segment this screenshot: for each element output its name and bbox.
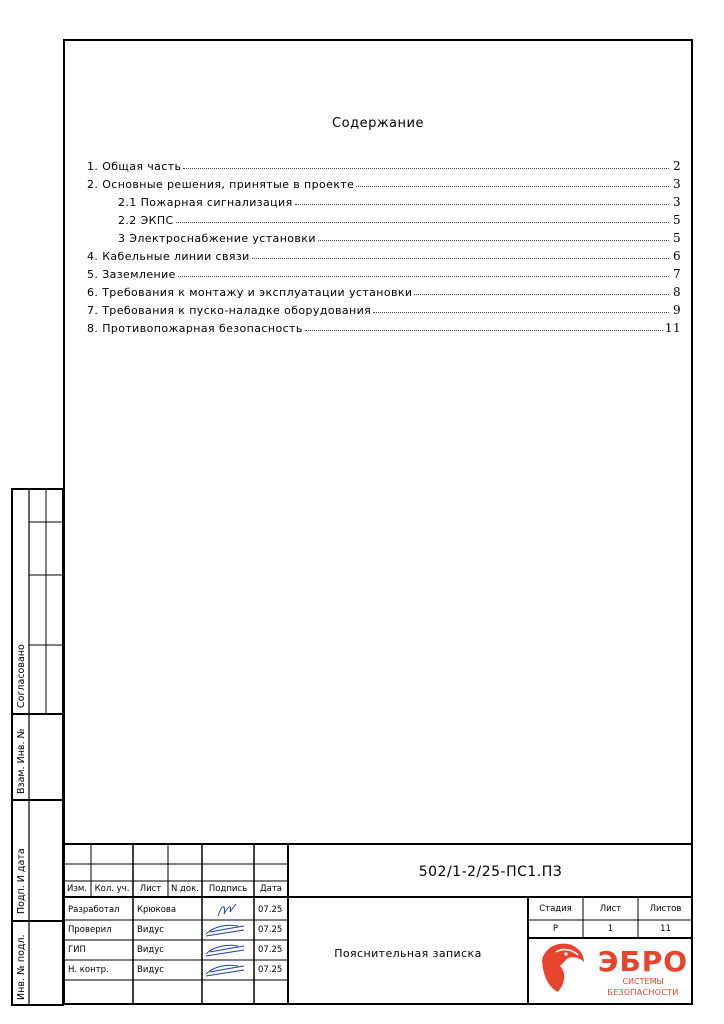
- toc-item-7: 7. Требования к пуско-наладке оборудования 9: [87, 303, 681, 317]
- header-podpis: Подпись: [208, 884, 248, 894]
- role-developer: Разработал: [68, 905, 120, 915]
- company-logo-name: ЭБРО: [597, 945, 689, 978]
- toc-item-2-2: 2.2 ЭКПС 5: [118, 213, 681, 227]
- signature-gip: [206, 945, 244, 956]
- name-norm-control: Видус: [137, 965, 164, 975]
- signature-checker: [206, 925, 244, 936]
- company-tagline-1: СИСТЕМЫ: [622, 977, 664, 986]
- toc-title: Содержание: [332, 116, 424, 131]
- toc-item-1: 1. Общая часть 2: [87, 159, 681, 173]
- toc-item-5: 5. Заземление 7: [87, 267, 681, 281]
- date-developer: 07.25: [258, 905, 283, 915]
- header-ndok: N док.: [171, 884, 199, 894]
- company-logo-emblem: [542, 944, 584, 992]
- document-name: Пояснительная записка: [334, 947, 482, 960]
- inv-original-label: Инв. № подл.: [16, 934, 27, 1000]
- date-norm-control: 07.25: [258, 965, 283, 975]
- date-checker: 07.25: [258, 925, 283, 935]
- inv-replace-label: Взам. Инв. №: [16, 728, 27, 794]
- name-developer: Крюкова: [137, 905, 177, 915]
- header-data: Дата: [259, 884, 282, 894]
- role-gip: ГИП: [68, 945, 86, 955]
- sheets-label: Листов: [649, 904, 682, 914]
- toc-item-2-1: 2.1 Пожарная сигнализация 3: [118, 195, 681, 209]
- sheet-value: 1: [607, 924, 614, 934]
- role-norm-control: Н. контр.: [68, 965, 109, 975]
- header-izm: Изм.: [67, 884, 87, 894]
- sheets-value: 11: [660, 924, 671, 934]
- document-code: 502/1-2/25-ПС1.ПЗ: [418, 864, 563, 880]
- name-checker: Видус: [137, 925, 164, 935]
- company-tagline-2: БЕЗОПАСНОСТИ: [607, 988, 679, 997]
- signature-norm-control: [206, 965, 244, 976]
- stage-label: Стадия: [539, 904, 572, 914]
- sheet-label: Лист: [599, 904, 622, 914]
- date-gip: 07.25: [258, 945, 283, 955]
- toc-item-8: 8. Противопожарная безопасность 11: [87, 321, 681, 335]
- stage-value: Р: [552, 924, 559, 934]
- name-gip: Видус: [137, 945, 164, 955]
- toc-item-6: 6. Требования к монтажу и эксплуатации установки 8: [87, 285, 681, 299]
- toc-item-3: 3 Электроснабжение установки 5: [118, 231, 681, 245]
- header-kol: Кол. уч.: [94, 884, 130, 894]
- sign-date-label: Подп. И дата: [16, 848, 27, 914]
- toc-item-4: 4. Кабельные линии связи 6: [87, 249, 681, 263]
- toc-item-2: 2. Основные решения, принятые в проекте 3: [87, 177, 681, 191]
- signature-developer: [218, 904, 236, 916]
- agreed-label: Согласовано: [16, 644, 27, 708]
- role-checker: Проверил: [68, 925, 112, 935]
- header-list: Лист: [139, 884, 162, 894]
